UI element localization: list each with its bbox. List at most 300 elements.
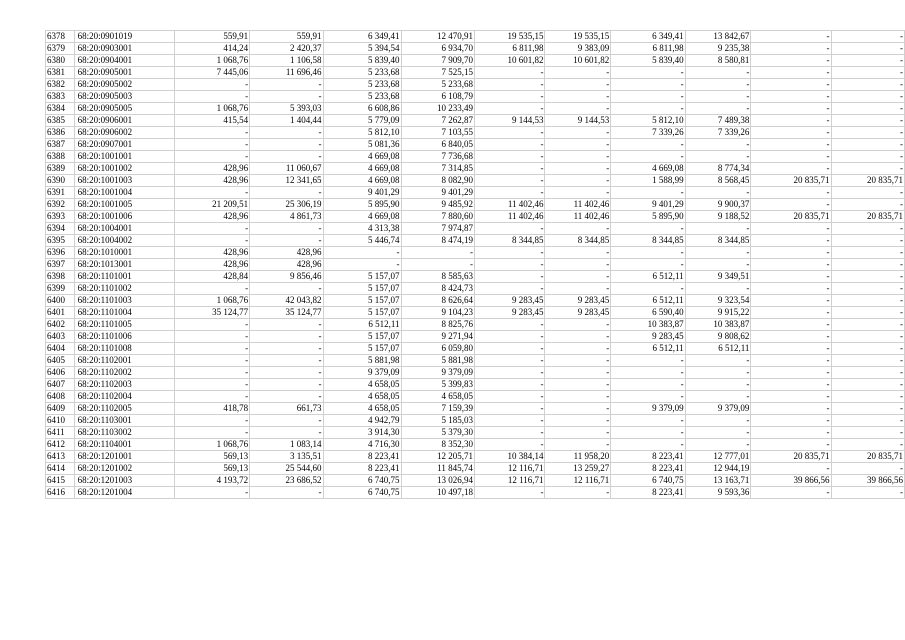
cell-col-4-max: -	[685, 391, 751, 403]
cell-col-4-max: -	[685, 367, 751, 379]
table-row	[46, 475, 905, 487]
cell-col-1-max: -	[250, 91, 323, 103]
cell-col-4-min: 9 401,29	[611, 199, 685, 211]
cell-col-1-max: -	[250, 331, 323, 343]
cell-col-2-max: 8 585,63	[401, 271, 474, 283]
cell-col-4-min: -	[611, 355, 685, 367]
cell-col-3-max: 9 383,09	[545, 43, 611, 55]
cell-col-2-min: 5 157,07	[323, 343, 401, 355]
cell-col-1-min: 428,96	[174, 247, 249, 259]
cell-cadastral-code: 68:20:1001005	[74, 199, 174, 211]
cell-col-5-max: -	[831, 331, 905, 343]
cell-col-2-max: 9 485,92	[401, 199, 474, 211]
cell-col-4-max: -	[685, 355, 751, 367]
cell-col-3-max: -	[545, 103, 611, 115]
cell-col-2-min: 4 658,05	[323, 379, 401, 391]
cell-col-3-max: 8 344,85	[545, 235, 611, 247]
cell-col-2-max: 8 825,76	[401, 319, 474, 331]
cell-col-5-max: -	[831, 199, 905, 211]
cell-row-number: 6382	[46, 79, 75, 91]
cell-cadastral-code: 68:20:1001002	[74, 163, 174, 175]
cell-cadastral-code: 68:20:1101001	[74, 271, 174, 283]
cell-col-5-min: 20 835,71	[751, 451, 831, 463]
cell-col-5-max: -	[831, 319, 905, 331]
cell-col-2-min: 5 394,54	[323, 43, 401, 55]
cell-row-number: 6405	[46, 355, 75, 367]
cell-cadastral-code: 68:20:1201003	[74, 475, 174, 487]
cell-col-3-max: 11 402,46	[545, 199, 611, 211]
cell-col-5-max: -	[831, 151, 905, 163]
table-row	[46, 427, 905, 439]
table-row	[46, 151, 905, 163]
cell-col-1-max: -	[250, 127, 323, 139]
table-row	[46, 403, 905, 415]
cell-col-1-max: -	[250, 427, 323, 439]
table-row	[46, 43, 905, 55]
cell-col-2-min: 4 716,30	[323, 439, 401, 451]
cell-row-number: 6396	[46, 247, 75, 259]
cell-col-1-max: 4 861,73	[250, 211, 323, 223]
cell-col-3-max: -	[545, 391, 611, 403]
cell-col-1-max: 23 686,52	[250, 475, 323, 487]
table-row	[46, 259, 905, 271]
cell-col-2-min: 4 669,08	[323, 163, 401, 175]
table-row	[46, 199, 905, 211]
cell-col-2-max: 12 470,91	[401, 31, 474, 43]
cell-col-2-min: 5 157,07	[323, 271, 401, 283]
cell-col-1-max: -	[250, 343, 323, 355]
cell-col-1-min: -	[174, 151, 249, 163]
cell-col-1-max: 5 393,03	[250, 103, 323, 115]
table-row	[46, 451, 905, 463]
cell-col-2-max: 5 881,98	[401, 355, 474, 367]
cell-col-2-min: 5 233,68	[323, 91, 401, 103]
cell-col-3-max: -	[545, 283, 611, 295]
cell-col-1-min: -	[174, 127, 249, 139]
cell-col-1-max: 661,73	[250, 403, 323, 415]
cell-col-4-min: -	[611, 415, 685, 427]
cell-col-3-min: -	[474, 139, 545, 151]
cell-col-4-max: -	[685, 187, 751, 199]
cell-cadastral-code: 68:20:1001004	[74, 187, 174, 199]
cell-col-1-max: -	[250, 283, 323, 295]
cell-cadastral-code: 68:20:0905005	[74, 103, 174, 115]
cell-col-5-min: -	[751, 415, 831, 427]
cell-row-number: 6390	[46, 175, 75, 187]
cell-col-2-min: 4 669,08	[323, 151, 401, 163]
table-row	[46, 415, 905, 427]
cell-col-3-min: -	[474, 355, 545, 367]
cell-col-4-max: -	[685, 79, 751, 91]
cell-col-3-min: 6 811,98	[474, 43, 545, 55]
cell-col-4-min: 5 839,40	[611, 55, 685, 67]
cell-col-4-min: -	[611, 439, 685, 451]
cell-col-2-min: 8 223,41	[323, 463, 401, 475]
cell-col-2-max: 6 059,80	[401, 343, 474, 355]
cell-cadastral-code: 68:20:0903001	[74, 43, 174, 55]
cell-cadastral-code: 68:20:1101008	[74, 343, 174, 355]
cell-col-5-min: -	[751, 427, 831, 439]
cell-col-2-min: 4 669,08	[323, 211, 401, 223]
cell-col-2-min: 4 658,05	[323, 403, 401, 415]
cell-col-4-min: -	[611, 139, 685, 151]
cell-col-1-max: -	[250, 415, 323, 427]
cell-col-3-min: -	[474, 187, 545, 199]
cell-col-1-max: 559,91	[250, 31, 323, 43]
cell-col-4-min: 6 590,40	[611, 307, 685, 319]
table-row	[46, 163, 905, 175]
cell-col-5-max: -	[831, 235, 905, 247]
cell-row-number: 6401	[46, 307, 75, 319]
cell-cadastral-code: 68:20:1004001	[74, 223, 174, 235]
table-row	[46, 103, 905, 115]
cell-col-5-min: -	[751, 247, 831, 259]
cell-col-2-min: 6 349,41	[323, 31, 401, 43]
cell-col-2-max: 9 379,09	[401, 367, 474, 379]
cell-col-5-min: -	[751, 487, 831, 499]
cell-col-3-max: -	[545, 163, 611, 175]
cell-col-4-max: 9 915,22	[685, 307, 751, 319]
cell-col-1-max: -	[250, 379, 323, 391]
cell-row-number: 6406	[46, 367, 75, 379]
cell-col-3-min: -	[474, 283, 545, 295]
cell-col-5-max: 39 866,56	[831, 475, 905, 487]
cell-col-1-min: 7 445,06	[174, 67, 249, 79]
cell-col-4-max: -	[685, 427, 751, 439]
cell-col-1-max: -	[250, 391, 323, 403]
cell-cadastral-code: 68:20:1102005	[74, 403, 174, 415]
table-row	[46, 127, 905, 139]
cell-col-1-max: 2 420,37	[250, 43, 323, 55]
cell-col-5-max: -	[831, 427, 905, 439]
data-table	[45, 30, 905, 499]
cell-col-4-max: 9 235,38	[685, 43, 751, 55]
cell-col-2-max: 5 185,03	[401, 415, 474, 427]
cell-col-3-max: -	[545, 427, 611, 439]
cell-col-4-max: 7 339,26	[685, 127, 751, 139]
cell-col-4-max: 13 842,67	[685, 31, 751, 43]
cell-col-1-min: 414,24	[174, 43, 249, 55]
cell-row-number: 6379	[46, 43, 75, 55]
cell-col-5-max: -	[831, 415, 905, 427]
cell-col-1-min: 418,78	[174, 403, 249, 415]
cell-col-2-max: 8 082,90	[401, 175, 474, 187]
cell-col-5-min: -	[751, 103, 831, 115]
table-row	[46, 295, 905, 307]
cell-col-4-min: -	[611, 391, 685, 403]
cell-col-3-min: -	[474, 79, 545, 91]
cell-col-3-min: -	[474, 331, 545, 343]
cell-col-2-min: 5 779,09	[323, 115, 401, 127]
cell-col-3-max: -	[545, 223, 611, 235]
cell-row-number: 6414	[46, 463, 75, 475]
cell-col-4-max: 7 489,38	[685, 115, 751, 127]
cell-col-5-max: 20 835,71	[831, 211, 905, 223]
table-row	[46, 223, 905, 235]
cell-col-3-min: -	[474, 127, 545, 139]
cell-cadastral-code: 68:20:1104001	[74, 439, 174, 451]
cell-col-5-max: -	[831, 487, 905, 499]
cell-col-5-max: -	[831, 247, 905, 259]
cell-row-number: 6399	[46, 283, 75, 295]
cell-col-5-max: -	[831, 139, 905, 151]
cell-col-1-min: -	[174, 355, 249, 367]
cell-col-2-min: 5 812,10	[323, 127, 401, 139]
cell-col-5-min: -	[751, 271, 831, 283]
cell-col-3-min: -	[474, 271, 545, 283]
cell-col-3-min: -	[474, 91, 545, 103]
cell-col-5-max: -	[831, 67, 905, 79]
cell-col-1-min: 415,54	[174, 115, 249, 127]
cell-col-1-min: 428,96	[174, 211, 249, 223]
cell-col-4-min: 6 349,41	[611, 31, 685, 43]
cell-col-1-min: -	[174, 487, 249, 499]
cell-col-1-max: -	[250, 187, 323, 199]
cell-row-number: 6403	[46, 331, 75, 343]
cell-col-4-min: 8 344,85	[611, 235, 685, 247]
cell-col-3-min: -	[474, 223, 545, 235]
cell-col-4-max: 9 379,09	[685, 403, 751, 415]
cell-col-1-min: -	[174, 283, 249, 295]
cell-row-number: 6400	[46, 295, 75, 307]
cell-cadastral-code: 68:20:1201004	[74, 487, 174, 499]
cell-col-4-min: 9 379,09	[611, 403, 685, 415]
cell-col-5-min: -	[751, 403, 831, 415]
cell-col-1-min: 428,96	[174, 175, 249, 187]
cell-col-5-min: -	[751, 463, 831, 475]
cell-col-5-max: -	[831, 163, 905, 175]
cell-row-number: 6378	[46, 31, 75, 43]
cell-row-number: 6413	[46, 451, 75, 463]
cell-col-1-min: 428,96	[174, 163, 249, 175]
cell-col-1-min: -	[174, 331, 249, 343]
cell-col-2-max: 7 262,87	[401, 115, 474, 127]
cell-col-2-min: 5 233,68	[323, 67, 401, 79]
cell-col-1-min: 21 209,51	[174, 199, 249, 211]
cell-col-2-max: 8 474,19	[401, 235, 474, 247]
cell-col-3-min: -	[474, 427, 545, 439]
cell-col-4-min: 6 512,11	[611, 295, 685, 307]
cell-col-5-max: -	[831, 187, 905, 199]
cell-col-2-max: 7 159,39	[401, 403, 474, 415]
cell-col-1-min: -	[174, 223, 249, 235]
cell-col-2-max: 7 314,85	[401, 163, 474, 175]
cell-row-number: 6408	[46, 391, 75, 403]
cell-col-3-min: 19 535,15	[474, 31, 545, 43]
cell-row-number: 6385	[46, 115, 75, 127]
cell-col-3-min: -	[474, 103, 545, 115]
cell-row-number: 6402	[46, 319, 75, 331]
cell-cadastral-code: 68:20:0905003	[74, 91, 174, 103]
cell-col-4-min: -	[611, 367, 685, 379]
cell-col-4-min: 10 383,87	[611, 319, 685, 331]
cell-col-1-min: 569,13	[174, 451, 249, 463]
cell-row-number: 6409	[46, 403, 75, 415]
cell-col-1-min: -	[174, 367, 249, 379]
cell-cadastral-code: 68:20:1001001	[74, 151, 174, 163]
cell-col-3-min: -	[474, 403, 545, 415]
cell-row-number: 6384	[46, 103, 75, 115]
cell-row-number: 6410	[46, 415, 75, 427]
cell-col-4-max: 10 383,87	[685, 319, 751, 331]
cell-col-3-max: -	[545, 67, 611, 79]
cell-col-2-max: 5 233,68	[401, 79, 474, 91]
cell-col-5-min: -	[751, 307, 831, 319]
cell-col-1-max: 1 404,44	[250, 115, 323, 127]
cell-col-3-max: -	[545, 259, 611, 271]
cell-row-number: 6407	[46, 379, 75, 391]
cell-col-2-max: -	[401, 247, 474, 259]
cell-col-4-max: 9 900,37	[685, 199, 751, 211]
cell-col-5-min: -	[751, 163, 831, 175]
table-row	[46, 367, 905, 379]
cell-row-number: 6392	[46, 199, 75, 211]
cell-col-1-max: -	[250, 235, 323, 247]
cell-row-number: 6395	[46, 235, 75, 247]
cell-col-4-min: 9 283,45	[611, 331, 685, 343]
cell-col-2-max: 6 108,79	[401, 91, 474, 103]
cell-col-4-min: -	[611, 283, 685, 295]
cell-col-1-min: -	[174, 235, 249, 247]
cell-col-2-min: 4 669,08	[323, 175, 401, 187]
cell-col-2-min: 9 401,29	[323, 187, 401, 199]
cell-col-3-max: -	[545, 343, 611, 355]
cell-row-number: 6388	[46, 151, 75, 163]
cell-col-1-min: -	[174, 79, 249, 91]
cell-row-number: 6391	[46, 187, 75, 199]
cell-col-1-min: 1 068,76	[174, 55, 249, 67]
cell-col-2-min: 8 223,41	[323, 451, 401, 463]
cell-col-5-min: -	[751, 259, 831, 271]
cell-col-5-min: 20 835,71	[751, 175, 831, 187]
cell-col-3-max: -	[545, 247, 611, 259]
cell-col-2-min: 5 157,07	[323, 283, 401, 295]
cell-cadastral-code: 68:20:1103002	[74, 427, 174, 439]
cell-col-2-min: 5 446,74	[323, 235, 401, 247]
cell-col-3-max: -	[545, 379, 611, 391]
cell-col-4-max: 9 808,62	[685, 331, 751, 343]
cell-col-4-max: -	[685, 379, 751, 391]
cell-cadastral-code: 68:20:0905001	[74, 67, 174, 79]
cell-col-1-max: -	[250, 367, 323, 379]
table-row	[46, 307, 905, 319]
cell-col-2-max: 7 880,60	[401, 211, 474, 223]
cell-col-3-min: 11 402,46	[474, 199, 545, 211]
cell-col-5-min: -	[751, 115, 831, 127]
cell-col-3-max: -	[545, 415, 611, 427]
cell-col-3-min: -	[474, 439, 545, 451]
cell-col-5-min: -	[751, 223, 831, 235]
cell-col-3-max: -	[545, 271, 611, 283]
cell-col-1-max: 25 306,19	[250, 199, 323, 211]
cell-col-4-min: -	[611, 187, 685, 199]
cell-col-5-max: -	[831, 391, 905, 403]
cell-col-4-min: -	[611, 427, 685, 439]
cell-col-5-min: -	[751, 79, 831, 91]
cell-col-2-max: 5 399,83	[401, 379, 474, 391]
cell-col-3-max: 12 116,71	[545, 475, 611, 487]
cell-cadastral-code: 68:20:1101006	[74, 331, 174, 343]
cell-col-4-min: 8 223,41	[611, 463, 685, 475]
table-row	[46, 487, 905, 499]
cell-col-4-max: 8 568,45	[685, 175, 751, 187]
cell-col-4-max: 12 944,19	[685, 463, 751, 475]
cell-col-5-max: -	[831, 403, 905, 415]
cell-col-4-max: -	[685, 439, 751, 451]
cell-col-2-min: 9 379,09	[323, 367, 401, 379]
cell-col-5-min: -	[751, 151, 831, 163]
cell-col-4-min: -	[611, 259, 685, 271]
cell-col-5-min: -	[751, 235, 831, 247]
table-body	[46, 31, 905, 499]
cell-col-3-max: -	[545, 127, 611, 139]
cell-col-4-max: 8 580,81	[685, 55, 751, 67]
cell-col-5-min: -	[751, 331, 831, 343]
cell-col-5-max: -	[831, 283, 905, 295]
cell-row-number: 6397	[46, 259, 75, 271]
cell-col-5-max: -	[831, 367, 905, 379]
cell-col-4-min: 8 223,41	[611, 451, 685, 463]
cell-col-5-max: -	[831, 355, 905, 367]
cell-col-1-max: 11 060,67	[250, 163, 323, 175]
cell-col-5-max: -	[831, 43, 905, 55]
cell-col-2-min: 5 895,90	[323, 199, 401, 211]
cell-col-1-max: 428,96	[250, 247, 323, 259]
cell-cadastral-code: 68:20:0906001	[74, 115, 174, 127]
table-row	[46, 463, 905, 475]
cell-col-2-min: 6 512,11	[323, 319, 401, 331]
cell-col-3-min: -	[474, 151, 545, 163]
cell-col-2-max: 7 525,15	[401, 67, 474, 79]
cell-cadastral-code: 68:20:1103001	[74, 415, 174, 427]
cell-col-1-max: -	[250, 355, 323, 367]
table-row	[46, 91, 905, 103]
table-row	[46, 67, 905, 79]
cell-col-2-min: 3 914,30	[323, 427, 401, 439]
cell-col-2-min: 4 942,79	[323, 415, 401, 427]
cell-col-1-max: 11 696,46	[250, 67, 323, 79]
cell-col-5-max: -	[831, 115, 905, 127]
cell-col-2-min: 5 881,98	[323, 355, 401, 367]
cell-col-5-max: -	[831, 91, 905, 103]
cell-col-2-max: 11 845,74	[401, 463, 474, 475]
cell-col-4-max: 13 163,71	[685, 475, 751, 487]
cell-col-2-min: 5 233,68	[323, 79, 401, 91]
cell-col-3-max: -	[545, 355, 611, 367]
cell-row-number: 6386	[46, 127, 75, 139]
cell-col-5-min: -	[751, 91, 831, 103]
table-row	[46, 139, 905, 151]
cell-cadastral-code: 68:20:1102003	[74, 379, 174, 391]
cell-col-3-min: 9 283,45	[474, 295, 545, 307]
cell-cadastral-code: 68:20:1201001	[74, 451, 174, 463]
cell-col-5-min: -	[751, 283, 831, 295]
cell-cadastral-code: 68:20:1010001	[74, 247, 174, 259]
cell-col-2-max: 7 909,70	[401, 55, 474, 67]
cell-col-3-max: 10 601,82	[545, 55, 611, 67]
cell-col-4-min: -	[611, 79, 685, 91]
cell-col-5-min: -	[751, 355, 831, 367]
cell-col-3-max: -	[545, 403, 611, 415]
cell-col-4-min: -	[611, 379, 685, 391]
cell-col-1-min: 35 124,77	[174, 307, 249, 319]
cell-row-number: 6394	[46, 223, 75, 235]
cell-col-3-max: -	[545, 175, 611, 187]
cell-col-5-max: 20 835,71	[831, 175, 905, 187]
cell-col-1-max: 12 341,65	[250, 175, 323, 187]
cell-col-4-max: 8 344,85	[685, 235, 751, 247]
cell-col-3-min: -	[474, 391, 545, 403]
